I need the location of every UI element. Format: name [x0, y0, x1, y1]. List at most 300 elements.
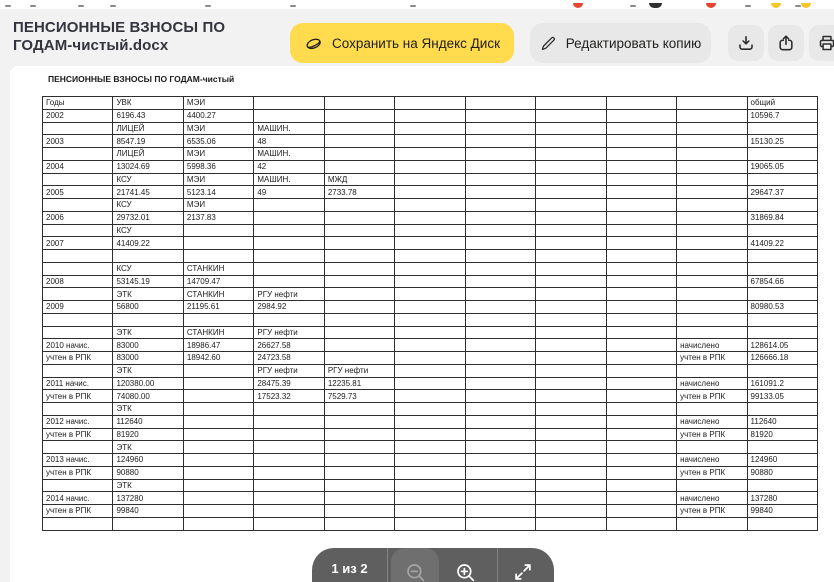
table-cell: РГУ нефти [254, 288, 324, 301]
table-cell [465, 211, 535, 224]
table-cell: начислено [677, 339, 747, 352]
table-cell [43, 517, 113, 530]
table-cell [747, 262, 817, 275]
zoom-out-icon [404, 561, 427, 582]
table-cell [536, 199, 606, 212]
table-cell [324, 301, 394, 314]
table-cell: 99133.05 [747, 390, 817, 403]
table-cell [677, 313, 747, 326]
table-cell [536, 97, 606, 110]
share-button[interactable] [768, 25, 804, 61]
table-cell [113, 250, 183, 263]
table-cell: 26627.58 [254, 339, 324, 352]
table-cell [465, 479, 535, 492]
table-cell [465, 148, 535, 161]
document-page [10, 66, 834, 582]
table-cell: 14709.47 [183, 275, 253, 288]
table-row [43, 262, 818, 275]
table-cell [465, 135, 535, 148]
table-cell: 2006 [43, 211, 113, 224]
table-cell: 53145.19 [113, 275, 183, 288]
table-cell [606, 390, 676, 403]
viewer-area [0, 66, 834, 582]
table-cell: 15130.25 [747, 135, 817, 148]
table-cell [747, 288, 817, 301]
table-cell [606, 403, 676, 416]
table-cell: МЭИ [183, 199, 253, 212]
table-cell [606, 415, 676, 428]
table-cell: ЭТК [113, 364, 183, 377]
table-cell [536, 428, 606, 441]
table-cell [324, 211, 394, 224]
controls-divider [497, 548, 498, 582]
table-cell: 10596.7 [747, 109, 817, 122]
file-title [13, 19, 225, 55]
table-cell [536, 339, 606, 352]
table-cell [43, 479, 113, 492]
table-cell: 2012 начис. [43, 415, 113, 428]
table-cell [324, 313, 394, 326]
table-cell [747, 364, 817, 377]
table-cell [677, 109, 747, 122]
table-cell: учтен в РПК [43, 505, 113, 518]
table-cell: 13024.69 [113, 160, 183, 173]
table-cell [606, 262, 676, 275]
table-cell: 5123.14 [183, 186, 253, 199]
table-cell [677, 275, 747, 288]
table-cell: 41409.22 [747, 237, 817, 250]
table-cell [677, 301, 747, 314]
table-cell [324, 326, 394, 339]
table-cell [536, 135, 606, 148]
table-cell [677, 479, 747, 492]
doc-table [42, 96, 818, 531]
table-cell [465, 364, 535, 377]
table-row [43, 479, 818, 492]
table-cell [254, 211, 324, 224]
table-row [43, 390, 818, 403]
table-cell [324, 262, 394, 275]
table-cell [254, 415, 324, 428]
table-cell [536, 122, 606, 135]
table-cell [606, 339, 676, 352]
table-cell [677, 173, 747, 186]
table-cell [606, 517, 676, 530]
table-cell [677, 326, 747, 339]
table-cell [747, 326, 817, 339]
table-cell [395, 326, 465, 339]
print-button[interactable] [809, 25, 834, 61]
table-cell: 29732.01 [113, 211, 183, 224]
table-cell [43, 403, 113, 416]
table-cell [465, 403, 535, 416]
table-cell: начислено [677, 492, 747, 505]
table-cell [254, 479, 324, 492]
table-cell [254, 275, 324, 288]
table-cell [677, 224, 747, 237]
table-cell [606, 441, 676, 454]
table-cell [606, 326, 676, 339]
table-cell [183, 224, 253, 237]
table-cell [395, 517, 465, 530]
table-row [43, 237, 818, 250]
table-cell [536, 160, 606, 173]
table-cell [183, 313, 253, 326]
clipped-icon-fragment [801, 3, 811, 8]
table-cell [395, 122, 465, 135]
table-cell: МАШИН. [254, 148, 324, 161]
table-cell [606, 505, 676, 518]
table-cell: начислено [677, 454, 747, 467]
table-cell [536, 479, 606, 492]
table-cell [43, 199, 113, 212]
table-cell: КСУ [113, 224, 183, 237]
table-cell [395, 135, 465, 148]
table-cell: учтен в РПК [677, 352, 747, 365]
table-cell [43, 441, 113, 454]
table-cell [536, 415, 606, 428]
table-cell [677, 186, 747, 199]
save-to-disk-button[interactable] [290, 23, 514, 63]
table-cell [465, 326, 535, 339]
table-cell [606, 377, 676, 390]
table-cell: 99840 [747, 505, 817, 518]
table-cell: 124960 [113, 454, 183, 467]
table-cell [395, 97, 465, 110]
table-cell [465, 441, 535, 454]
table-cell [606, 313, 676, 326]
table-cell [677, 97, 747, 110]
table-cell [465, 352, 535, 365]
table-cell [254, 262, 324, 275]
table-cell [324, 339, 394, 352]
table-cell [465, 160, 535, 173]
table-cell: 128614.05 [747, 339, 817, 352]
table-cell [324, 517, 394, 530]
table-cell: ЭТК [113, 288, 183, 301]
table-cell [465, 262, 535, 275]
table-cell [43, 262, 113, 275]
table-cell [606, 454, 676, 467]
table-cell [324, 466, 394, 479]
table-cell [183, 390, 253, 403]
table-row [43, 199, 818, 212]
table-cell [183, 415, 253, 428]
table-cell [606, 237, 676, 250]
table-cell: 31869.84 [747, 211, 817, 224]
table-cell: 21741.45 [113, 186, 183, 199]
table-row [43, 160, 818, 173]
edit-button-label: Редактировать копию [565, 35, 702, 51]
table-cell [395, 237, 465, 250]
table-cell: 29647.37 [747, 186, 817, 199]
table-cell [324, 441, 394, 454]
table-cell [536, 262, 606, 275]
table-cell: 4400.27 [183, 109, 253, 122]
clipped-text-fragment [205, 5, 211, 7]
table-cell [465, 466, 535, 479]
table-cell: 56800 [113, 301, 183, 314]
table-cell [395, 109, 465, 122]
table-cell [324, 199, 394, 212]
table-cell [395, 173, 465, 186]
table-cell [536, 109, 606, 122]
table-cell [536, 313, 606, 326]
table-cell: МЭИ [183, 122, 253, 135]
table-cell [536, 454, 606, 467]
table-cell [395, 313, 465, 326]
table-row [43, 301, 818, 314]
table-cell [43, 313, 113, 326]
table-cell [606, 199, 676, 212]
table-cell: 80980.53 [747, 301, 817, 314]
table-cell: Годы [43, 97, 113, 110]
table-cell [536, 505, 606, 518]
zoom-in-icon [454, 561, 477, 582]
table-row [43, 415, 818, 428]
table-cell [536, 492, 606, 505]
table-cell [395, 492, 465, 505]
table-cell [465, 237, 535, 250]
table-cell: начислено [677, 377, 747, 390]
table-cell [324, 288, 394, 301]
table-cell: 2984.92 [254, 301, 324, 314]
table-cell [677, 211, 747, 224]
table-cell [43, 364, 113, 377]
table-cell [677, 237, 747, 250]
table-cell: 2013 начис. [43, 454, 113, 467]
table-cell [465, 505, 535, 518]
table-cell: учтен в РПК [677, 466, 747, 479]
table-cell: ЭТК [113, 403, 183, 416]
table-cell [536, 364, 606, 377]
table-cell [395, 339, 465, 352]
table-cell: учтен в РПК [677, 505, 747, 518]
table-cell [606, 135, 676, 148]
table-cell [254, 250, 324, 263]
table-cell [465, 377, 535, 390]
table-cell: 2010 начис. [43, 339, 113, 352]
table-cell: 19065.05 [747, 160, 817, 173]
table-cell: 161091.2 [747, 377, 817, 390]
file-title-line1: ПЕНСИОННЫЕ ВЗНОСЫ ПО [13, 19, 226, 36]
table-row [43, 250, 818, 263]
clipped-text-fragment [795, 5, 801, 7]
table-cell: 81920 [113, 428, 183, 441]
table-cell [183, 364, 253, 377]
table-cell [606, 492, 676, 505]
table-cell [254, 313, 324, 326]
table-cell [113, 313, 183, 326]
table-cell [395, 301, 465, 314]
table-cell [324, 122, 394, 135]
table-cell: 6196.43 [113, 109, 183, 122]
table-cell [606, 186, 676, 199]
table-cell [465, 454, 535, 467]
table-cell [606, 160, 676, 173]
table-row [43, 173, 818, 186]
table-row [43, 454, 818, 467]
table-cell: 2004 [43, 160, 113, 173]
table-cell [465, 224, 535, 237]
table-cell: 18986.47 [183, 339, 253, 352]
table-cell [395, 262, 465, 275]
table-cell [536, 250, 606, 263]
table-cell [536, 326, 606, 339]
table-cell: 90880 [747, 466, 817, 479]
table-cell: 81920 [747, 428, 817, 441]
table-cell [324, 148, 394, 161]
table-cell [677, 288, 747, 301]
zoom-in-button[interactable] [441, 548, 489, 582]
table-cell [254, 505, 324, 518]
table-cell: МЭИ [183, 148, 253, 161]
table-cell: 112640 [747, 415, 817, 428]
table-cell [324, 237, 394, 250]
table-cell [465, 122, 535, 135]
viewer-controls [312, 548, 554, 582]
clipped-content-strip [0, 0, 834, 9]
printer-icon [817, 33, 834, 53]
table-cell [183, 466, 253, 479]
table-cell [747, 479, 817, 492]
table-cell [395, 186, 465, 199]
table-cell: 2003 [43, 135, 113, 148]
table-cell [395, 415, 465, 428]
table-cell [465, 390, 535, 403]
table-cell: КСУ [113, 262, 183, 275]
table-cell [324, 454, 394, 467]
table-cell [677, 199, 747, 212]
table-cell [324, 109, 394, 122]
table-cell: 2008 [43, 275, 113, 288]
table-cell: 2002 [43, 109, 113, 122]
table-cell [183, 428, 253, 441]
table-cell: 5998.36 [183, 160, 253, 173]
clipped-text-fragment [30, 5, 36, 7]
table-cell [324, 505, 394, 518]
table-cell [747, 199, 817, 212]
table-cell [395, 505, 465, 518]
table-cell [606, 352, 676, 365]
table-cell [606, 97, 676, 110]
table-cell [113, 517, 183, 530]
table-cell [43, 224, 113, 237]
clipped-icon-fragment [649, 3, 662, 8]
table-cell: 2014 начис. [43, 492, 113, 505]
table-row [43, 505, 818, 518]
table-cell [254, 224, 324, 237]
clipped-text-fragment [290, 5, 296, 7]
table-cell [395, 275, 465, 288]
table-row [43, 352, 818, 365]
controls-divider [387, 548, 388, 582]
table-cell: 83000 [113, 339, 183, 352]
table-cell [183, 250, 253, 263]
table-cell [395, 364, 465, 377]
table-cell [324, 415, 394, 428]
table-cell [465, 250, 535, 263]
table-cell [183, 441, 253, 454]
table-cell [606, 301, 676, 314]
table-cell [395, 199, 465, 212]
table-cell [324, 479, 394, 492]
table-cell: МЭИ [183, 173, 253, 186]
table-cell: 21195.61 [183, 301, 253, 314]
table-cell: ЭТК [113, 326, 183, 339]
table-cell [465, 173, 535, 186]
clipped-text-fragment [410, 5, 416, 7]
table-cell [324, 492, 394, 505]
table-cell [677, 403, 747, 416]
clipped-icon-fragment [706, 3, 716, 8]
fullscreen-button[interactable] [499, 548, 547, 582]
table-row [43, 97, 818, 110]
table-cell [324, 250, 394, 263]
table-cell [395, 466, 465, 479]
table-cell: 42 [254, 160, 324, 173]
table-cell [536, 288, 606, 301]
table-cell [465, 517, 535, 530]
table-cell: 99840 [113, 505, 183, 518]
download-button[interactable] [728, 25, 764, 61]
table-cell: 137280 [113, 492, 183, 505]
table-cell [324, 224, 394, 237]
table-cell [254, 403, 324, 416]
table-cell [395, 211, 465, 224]
table-cell [254, 109, 324, 122]
table-cell [747, 173, 817, 186]
table-cell [395, 428, 465, 441]
table-cell: МАШИН. [254, 173, 324, 186]
table-cell [747, 148, 817, 161]
table-cell [536, 517, 606, 530]
zoom-out-button[interactable] [391, 548, 439, 582]
yandex-disk-logo-icon [304, 34, 323, 53]
table-cell [606, 479, 676, 492]
table-cell: МЖД [324, 173, 394, 186]
table-cell [254, 237, 324, 250]
table-cell [606, 275, 676, 288]
table-cell: учтен в РПК [43, 390, 113, 403]
table-cell [536, 466, 606, 479]
table-cell: МАШИН. [254, 122, 324, 135]
table-row [43, 339, 818, 352]
edit-copy-button[interactable] [530, 23, 711, 63]
table-cell [677, 122, 747, 135]
table-cell [395, 250, 465, 263]
save-button-label: Сохранить на Яндекс Диск [331, 35, 501, 51]
table-cell: 120380.00 [113, 377, 183, 390]
table-cell [183, 237, 253, 250]
table-cell [536, 403, 606, 416]
pencil-icon [540, 35, 557, 52]
table-cell [536, 237, 606, 250]
table-row [43, 275, 818, 288]
expand-icon [512, 561, 534, 582]
table-cell [395, 441, 465, 454]
page-counter: 1 из 2 [331, 560, 368, 576]
table-cell [395, 352, 465, 365]
clipped-text-fragment [745, 5, 751, 7]
table-cell [324, 403, 394, 416]
table-cell [606, 148, 676, 161]
table-cell [606, 250, 676, 263]
clipped-icon-fragment [771, 3, 781, 8]
table-row [43, 466, 818, 479]
table-cell [677, 148, 747, 161]
table-cell [183, 403, 253, 416]
